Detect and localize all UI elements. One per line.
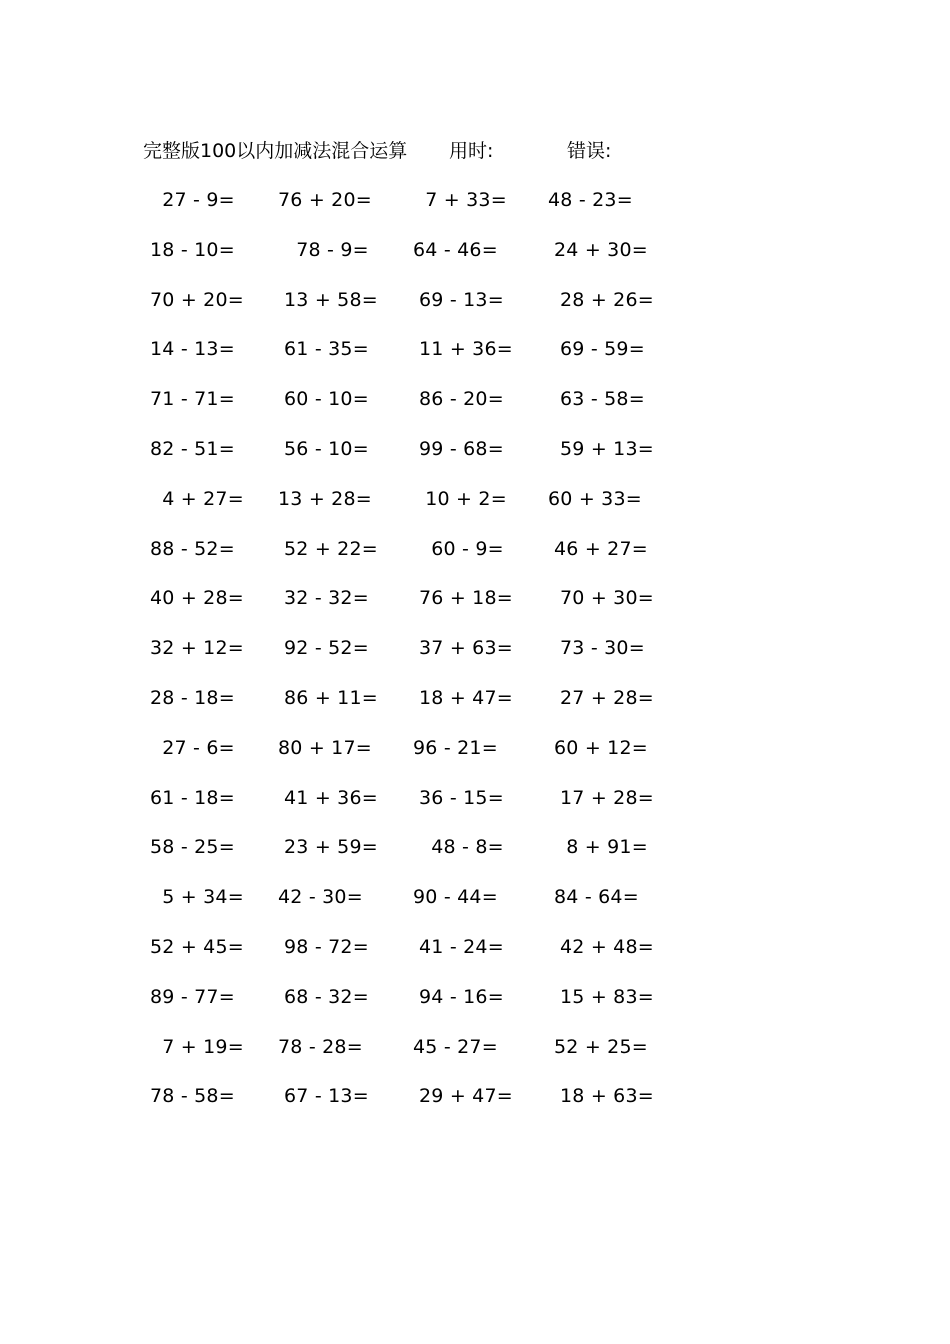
problem-row <box>150 236 650 286</box>
arithmetic-problem: 64 - 46= <box>413 238 498 261</box>
worksheet-title: 完整版100以内加减法混合运算 <box>143 140 408 162</box>
problem-row <box>150 933 654 983</box>
arithmetic-problem: 98 - 72= <box>284 935 369 958</box>
arithmetic-problem: 52 + 25= <box>554 1035 648 1058</box>
arithmetic-problem: 73 - 30= <box>560 637 645 660</box>
arithmetic-problem: 46 + 27= <box>554 537 648 560</box>
problem-row <box>150 186 650 236</box>
arithmetic-problem: 70 + 30= <box>560 587 654 610</box>
arithmetic-problem: 27 - 9= <box>156 189 235 211</box>
arithmetic-problem: 28 + 26= <box>560 288 654 311</box>
problem-row <box>150 485 650 535</box>
arithmetic-problem: 60 - 10= <box>284 388 369 411</box>
arithmetic-problem: 96 - 21= <box>413 736 498 759</box>
problem-row <box>150 734 650 784</box>
arithmetic-problem: 60 + 12= <box>554 736 648 759</box>
error-count-label: 错误: <box>567 140 612 162</box>
problem-row <box>150 1033 650 1083</box>
arithmetic-problem: 61 - 35= <box>284 338 369 361</box>
arithmetic-problem: 42 - 30= <box>278 886 363 909</box>
arithmetic-problem: 70 + 20= <box>150 288 244 311</box>
arithmetic-problem: 48 - 8= <box>425 836 504 859</box>
arithmetic-problem: 28 - 18= <box>150 686 235 709</box>
problem-row <box>150 385 650 435</box>
arithmetic-problem: 58 - 25= <box>150 836 235 859</box>
arithmetic-problem: 60 + 33= <box>548 487 642 510</box>
arithmetic-problem: 78 - 9= <box>290 238 369 261</box>
arithmetic-problem: 17 + 28= <box>560 786 654 809</box>
arithmetic-problem: 13 + 58= <box>284 288 378 311</box>
arithmetic-problem: 23 + 59= <box>284 836 378 859</box>
arithmetic-problem: 78 - 28= <box>278 1035 363 1058</box>
arithmetic-problem: 84 - 64= <box>554 886 639 909</box>
arithmetic-problem: 18 + 47= <box>419 686 513 709</box>
problem-row <box>150 435 654 485</box>
arithmetic-problem: 67 - 13= <box>284 1085 369 1108</box>
arithmetic-problem: 15 + 83= <box>560 985 654 1008</box>
arithmetic-problem: 27 - 6= <box>156 736 235 759</box>
time-used-label: 用时: <box>449 140 494 162</box>
arithmetic-problem: 42 + 48= <box>560 935 654 958</box>
arithmetic-problem: 99 - 68= <box>419 437 504 460</box>
arithmetic-problem: 63 - 58= <box>560 388 645 411</box>
arithmetic-problem: 68 - 32= <box>284 985 369 1008</box>
problem-row <box>150 883 650 933</box>
arithmetic-problem: 5 + 34= <box>156 886 244 909</box>
arithmetic-problem: 86 + 11= <box>284 686 378 709</box>
arithmetic-problem: 80 + 17= <box>278 736 372 759</box>
arithmetic-problem: 60 - 9= <box>425 537 504 560</box>
arithmetic-problem: 13 + 28= <box>278 487 372 510</box>
arithmetic-problem: 7 + 33= <box>419 189 507 211</box>
arithmetic-problem: 41 - 24= <box>419 935 504 958</box>
arithmetic-problem: 29 + 47= <box>419 1085 513 1108</box>
arithmetic-problem: 14 - 13= <box>150 338 235 361</box>
arithmetic-problem: 36 - 15= <box>419 786 504 809</box>
arithmetic-problem: 32 + 12= <box>150 637 244 660</box>
arithmetic-problem: 7 + 19= <box>156 1035 244 1058</box>
arithmetic-problem: 27 + 28= <box>560 686 654 709</box>
problem-row <box>150 983 654 1033</box>
arithmetic-problem: 82 - 51= <box>150 437 235 460</box>
arithmetic-problem: 76 + 20= <box>278 189 372 211</box>
problem-row <box>150 535 650 585</box>
arithmetic-problem: 90 - 44= <box>413 886 498 909</box>
problem-row <box>150 784 654 834</box>
problem-row <box>150 833 650 883</box>
arithmetic-problem: 48 - 23= <box>548 189 633 211</box>
problem-grid <box>150 186 654 1132</box>
arithmetic-problem: 69 - 59= <box>560 338 645 361</box>
arithmetic-problem: 69 - 13= <box>419 288 504 311</box>
arithmetic-problem: 37 + 63= <box>419 637 513 660</box>
arithmetic-problem: 10 + 2= <box>419 487 507 510</box>
arithmetic-problem: 32 - 32= <box>284 587 369 610</box>
arithmetic-problem: 59 + 13= <box>560 437 654 460</box>
arithmetic-problem: 18 + 63= <box>560 1085 654 1108</box>
arithmetic-problem: 76 + 18= <box>419 587 513 610</box>
arithmetic-problem: 94 - 16= <box>419 985 504 1008</box>
arithmetic-problem: 52 + 22= <box>284 537 378 560</box>
arithmetic-problem: 61 - 18= <box>150 786 235 809</box>
arithmetic-problem: 56 - 10= <box>284 437 369 460</box>
arithmetic-problem: 89 - 77= <box>150 985 235 1008</box>
problem-row <box>150 286 654 336</box>
arithmetic-problem: 92 - 52= <box>284 637 369 660</box>
arithmetic-problem: 24 + 30= <box>554 238 648 261</box>
problem-row <box>150 335 650 385</box>
problem-row <box>150 684 654 734</box>
problem-row <box>150 634 650 684</box>
arithmetic-problem: 78 - 58= <box>150 1085 235 1108</box>
problem-row <box>150 1082 654 1132</box>
arithmetic-problem: 40 + 28= <box>150 587 244 610</box>
arithmetic-problem: 88 - 52= <box>150 537 235 560</box>
arithmetic-problem: 18 - 10= <box>150 238 235 261</box>
arithmetic-problem: 86 - 20= <box>419 388 504 411</box>
problem-row <box>150 584 654 634</box>
arithmetic-problem: 52 + 45= <box>150 935 244 958</box>
arithmetic-problem: 71 - 71= <box>150 388 235 411</box>
arithmetic-problem: 8 + 91= <box>560 836 648 859</box>
arithmetic-problem: 11 + 36= <box>419 338 513 361</box>
arithmetic-problem: 41 + 36= <box>284 786 378 809</box>
arithmetic-problem: 4 + 27= <box>156 487 244 510</box>
arithmetic-problem: 45 - 27= <box>413 1035 498 1058</box>
